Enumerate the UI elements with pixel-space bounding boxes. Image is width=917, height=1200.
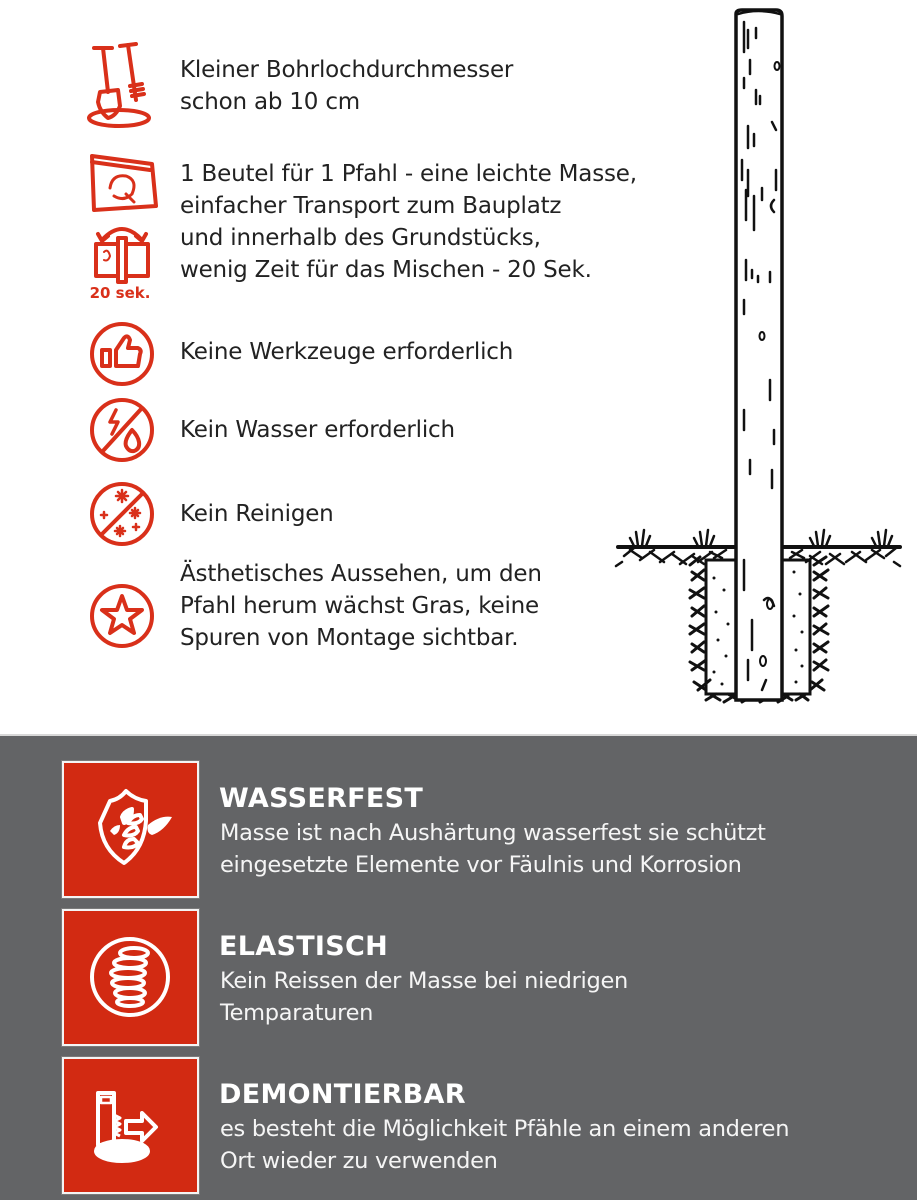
shovel-drill-icon [86,40,156,130]
property-description [220,817,766,881]
description-line: eingesetzte Elemente vor Fäulnis und Korrosion [220,852,742,878]
property-title: DEMONTIERBAR [219,1079,466,1110]
feature-line: einfacher Transport zum Bauplatz [180,193,562,219]
description-line: Ort wieder zu verwenden [220,1148,498,1174]
feature-line: Spuren von Montage sichtbar. [180,625,519,651]
star-icon [88,582,156,650]
property-title: WASSERFEST [219,783,424,814]
feature-line: Kein Wasser erforderlich [180,417,455,443]
feature-line: 1 Beutel für 1 Pfahl - eine leichte Masse, [180,161,637,187]
feature-line: und innerhalb des Grundstücks, [180,225,541,251]
feature-text [180,158,637,286]
property-title: ELASTISCH [219,931,389,962]
no-water-icon [88,396,156,464]
thumbs-up-icon [88,320,156,388]
feature-line: Kleiner Bohrlochdurchmesser [180,57,514,83]
spring-icon [62,909,199,1046]
description-line: Masse ist nach Aushärtung wasserfest sie schützt [220,820,766,846]
feature-text [180,414,455,446]
feature-line: Kein Reinigen [180,501,334,527]
description-line: es besteht die Möglichkeit Pfähle an einem anderen [220,1116,790,1142]
description-line: Kein Reissen der Masse bei niedrigen [220,968,628,994]
property-card-demontierbar [0,1057,917,1195]
description-line: Temparaturen [220,1000,374,1026]
feature-text [180,498,334,530]
feature-line: schon ab 10 cm [180,89,360,115]
property-description [220,965,628,1029]
properties-section [0,734,917,1200]
property-card-wasserfest [0,761,917,899]
feature-text [180,336,513,368]
waterproof-shield-icon [62,761,199,898]
feature-line: Ästhetisches Aussehen, um den [180,561,542,587]
post-in-ground-illustration [610,0,917,720]
feature-line: Pfahl herum wächst Gras, keine [180,593,540,619]
feature-line: wenig Zeit für das Mischen - 20 Sek. [180,257,592,283]
mixing-time-badge: 20 sek. [89,284,151,302]
no-cleaning-icon [88,480,156,548]
property-description [220,1113,789,1177]
removable-post-icon [62,1057,199,1194]
feature-line: Keine Werkzeuge erforderlich [180,339,514,365]
bag-mixing-icon [86,148,158,308]
property-card-elastisch [0,909,917,1047]
feature-text [180,54,513,118]
feature-text [180,558,542,654]
